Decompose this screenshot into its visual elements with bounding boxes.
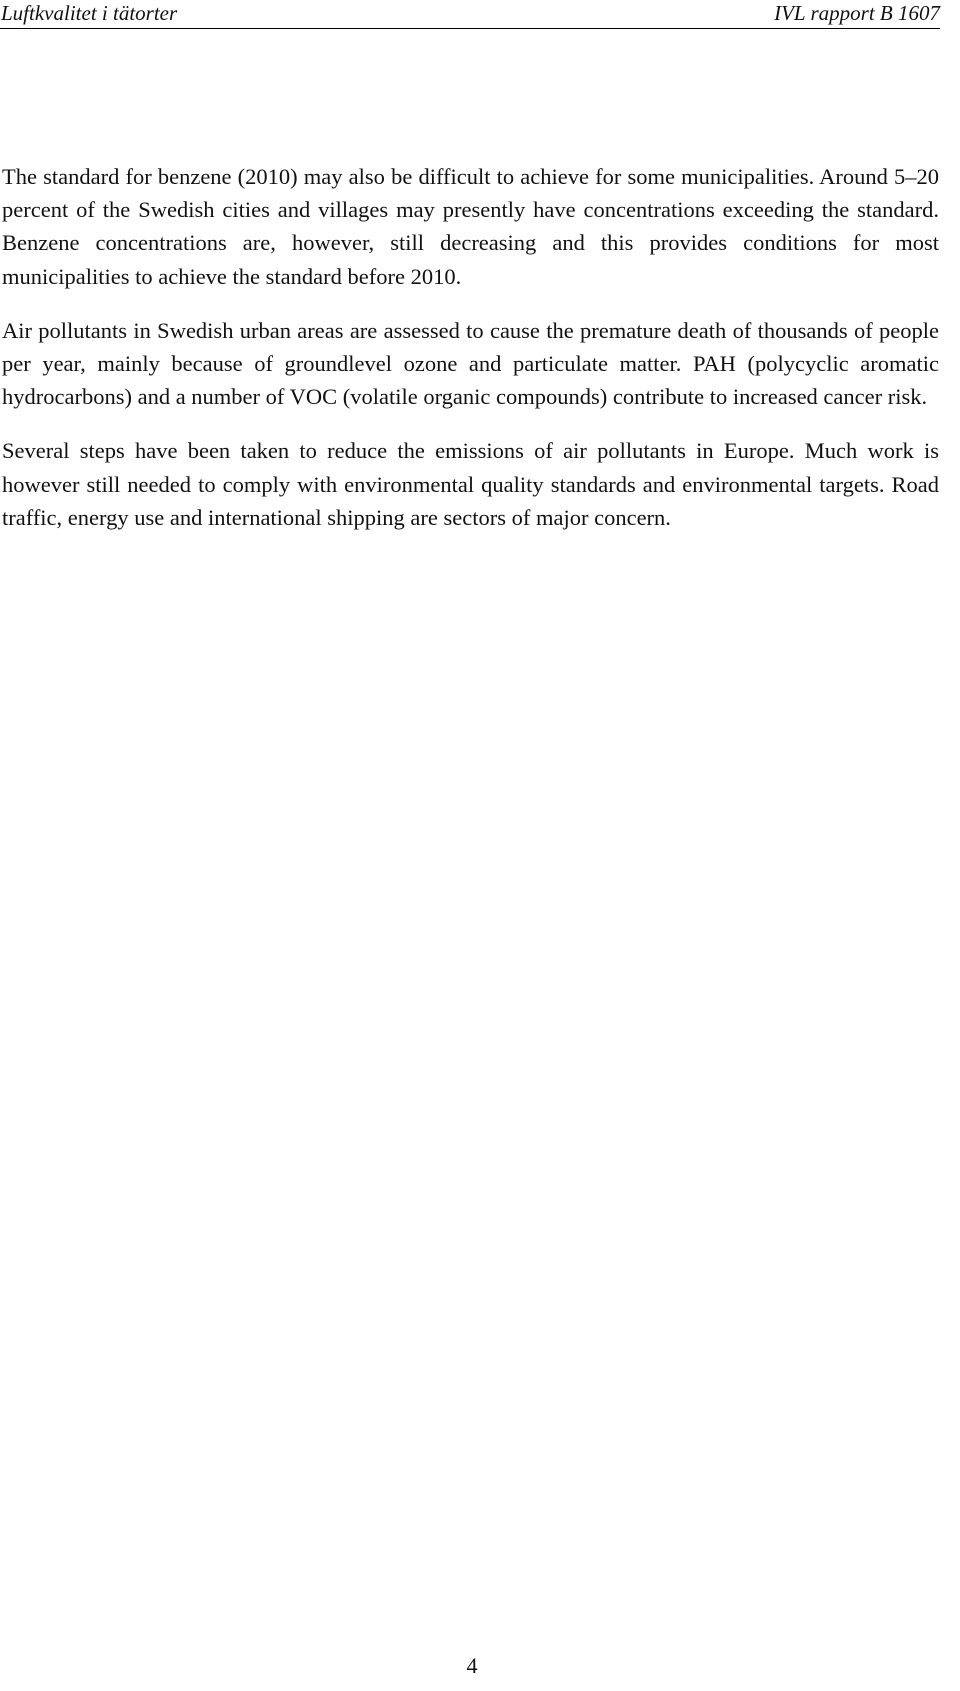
paragraph-emission-reduction: Several steps have been taken to reduce the emissions of air pollutants in Europe. Much work is however still needed to comply with environmental quality standards and environmental targets. Road traffic, energy use and international shipping are sectors of major concern. (2, 438, 939, 530)
page-header (0, 0, 940, 29)
paragraph-benzene: The standard for benzene (2010) may also be difficult to achieve for some municipalities. Around 5–20 percent of the Swedish cities and villages may presently have concentrations exceeding the standard. Benzene concentrations are, however, still decreasing and this provides conditions for most municipalities to achieve the standard before 2010. (2, 164, 939, 289)
paragraph-health-effects: Air pollutants in Swedish urban areas are assessed to cause the premature death of thousands of people per year, mainly because of groundlevel ozone and particulate matter. PAH (polycyclic aromatic hydrocarbons) and a number of VOC (volatile organic compounds) contribute to increased cancer risk. (2, 317, 939, 410)
header-report-title: Luftkvalitet i tätorter (1, 1, 178, 25)
body-text (2, 160, 939, 555)
header-report-number: IVL rapport B 1607 (774, 1, 940, 25)
page-number: 4 (466, 1653, 478, 1678)
